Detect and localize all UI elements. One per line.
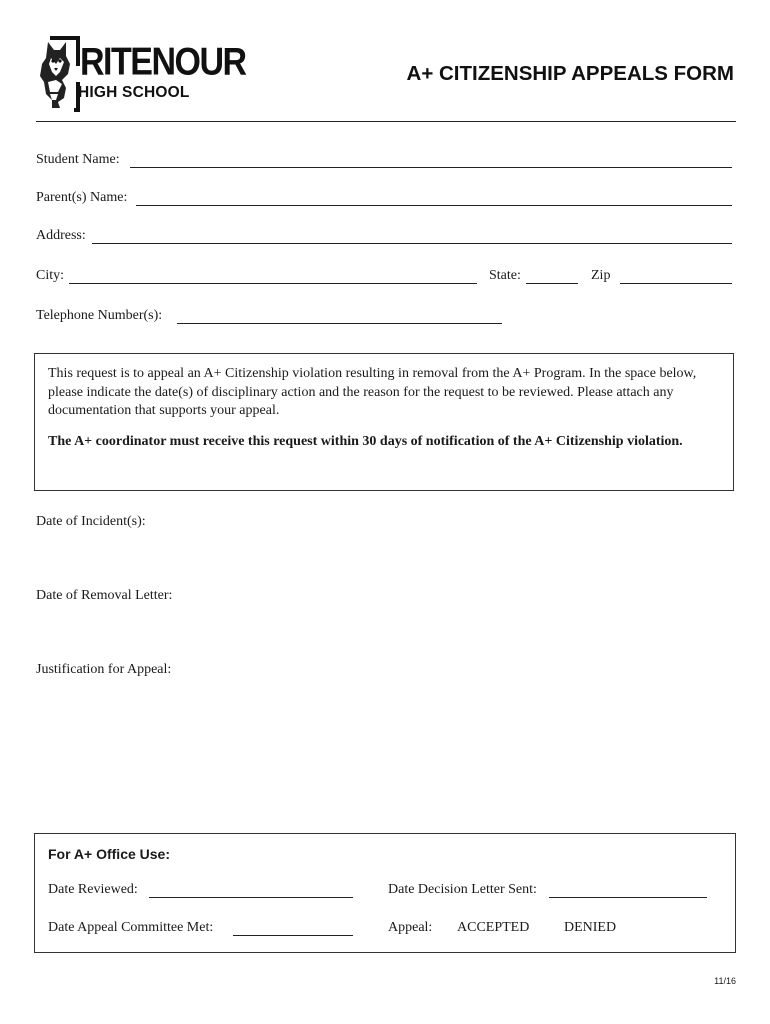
zip-label: Zip [591,268,611,283]
appeal-instructions-box [34,353,734,491]
header-divider [36,121,736,122]
telephone-field[interactable] [177,323,502,324]
form-revision-code: 11/16 [714,976,736,986]
office-row-2 [48,920,728,940]
date-decision-letter-label: Date Decision Letter Sent: [388,882,537,897]
parent-name-label: Parent(s) Name: [36,190,128,205]
address-field[interactable] [92,243,732,244]
office-use-box [34,833,736,953]
address-label: Address: [36,228,86,243]
date-of-removal-letter-label: Date of Removal Letter: [36,588,173,603]
state-label: State: [489,268,521,283]
city-state-zip-row [36,268,734,288]
parent-name-field[interactable] [136,205,732,206]
husky-mascot-icon [36,36,80,112]
city-field[interactable] [69,283,477,284]
date-of-incident-label: Date of Incident(s): [36,514,146,529]
date-reviewed-label: Date Reviewed: [48,882,138,897]
appeal-instructions-text: This request is to appeal an A+ Citizenship violation resulting in removal from the A+ Program. In the space below, please indicate the date(s) of disciplinary action and the reason for the request to be reviewed. Please attach any documentation that supports your appeal. [48,366,697,418]
address-row [36,228,734,248]
appeal-label: Appeal: [388,920,433,935]
ritenour-logo [36,36,246,112]
city-label: City: [36,268,65,283]
student-name-label: Student Name: [36,152,120,167]
date-reviewed-field[interactable] [149,897,353,898]
student-name-row [36,152,734,172]
office-use-title: For A+ Office Use: [48,846,171,862]
form-title: A+ CITIZENSHIP APPEALS FORM [406,62,734,85]
deadline-notice: The A+ coordinator must receive this request within 30 days of notification of the A+ Citizenship violation. [48,433,683,449]
logo-school-name: RITENOUR [80,40,246,84]
justification-label: Justification for Appeal: [36,662,172,677]
student-name-field[interactable] [130,167,732,168]
parent-name-row [36,190,734,210]
office-row-1 [48,882,728,902]
zip-field[interactable] [620,283,732,284]
telephone-row [36,308,734,328]
telephone-label: Telephone Number(s): [36,308,163,323]
committee-met-label: Date Appeal Committee Met: [48,920,214,935]
appeal-accepted-option[interactable]: ACCEPTED [457,920,530,935]
appeal-denied-option[interactable]: DENIED [564,920,617,935]
logo-school-type: HIGH SCHOOL [78,84,190,101]
state-field[interactable] [526,283,578,284]
committee-met-field[interactable] [233,935,353,936]
date-decision-letter-field[interactable] [549,897,707,898]
